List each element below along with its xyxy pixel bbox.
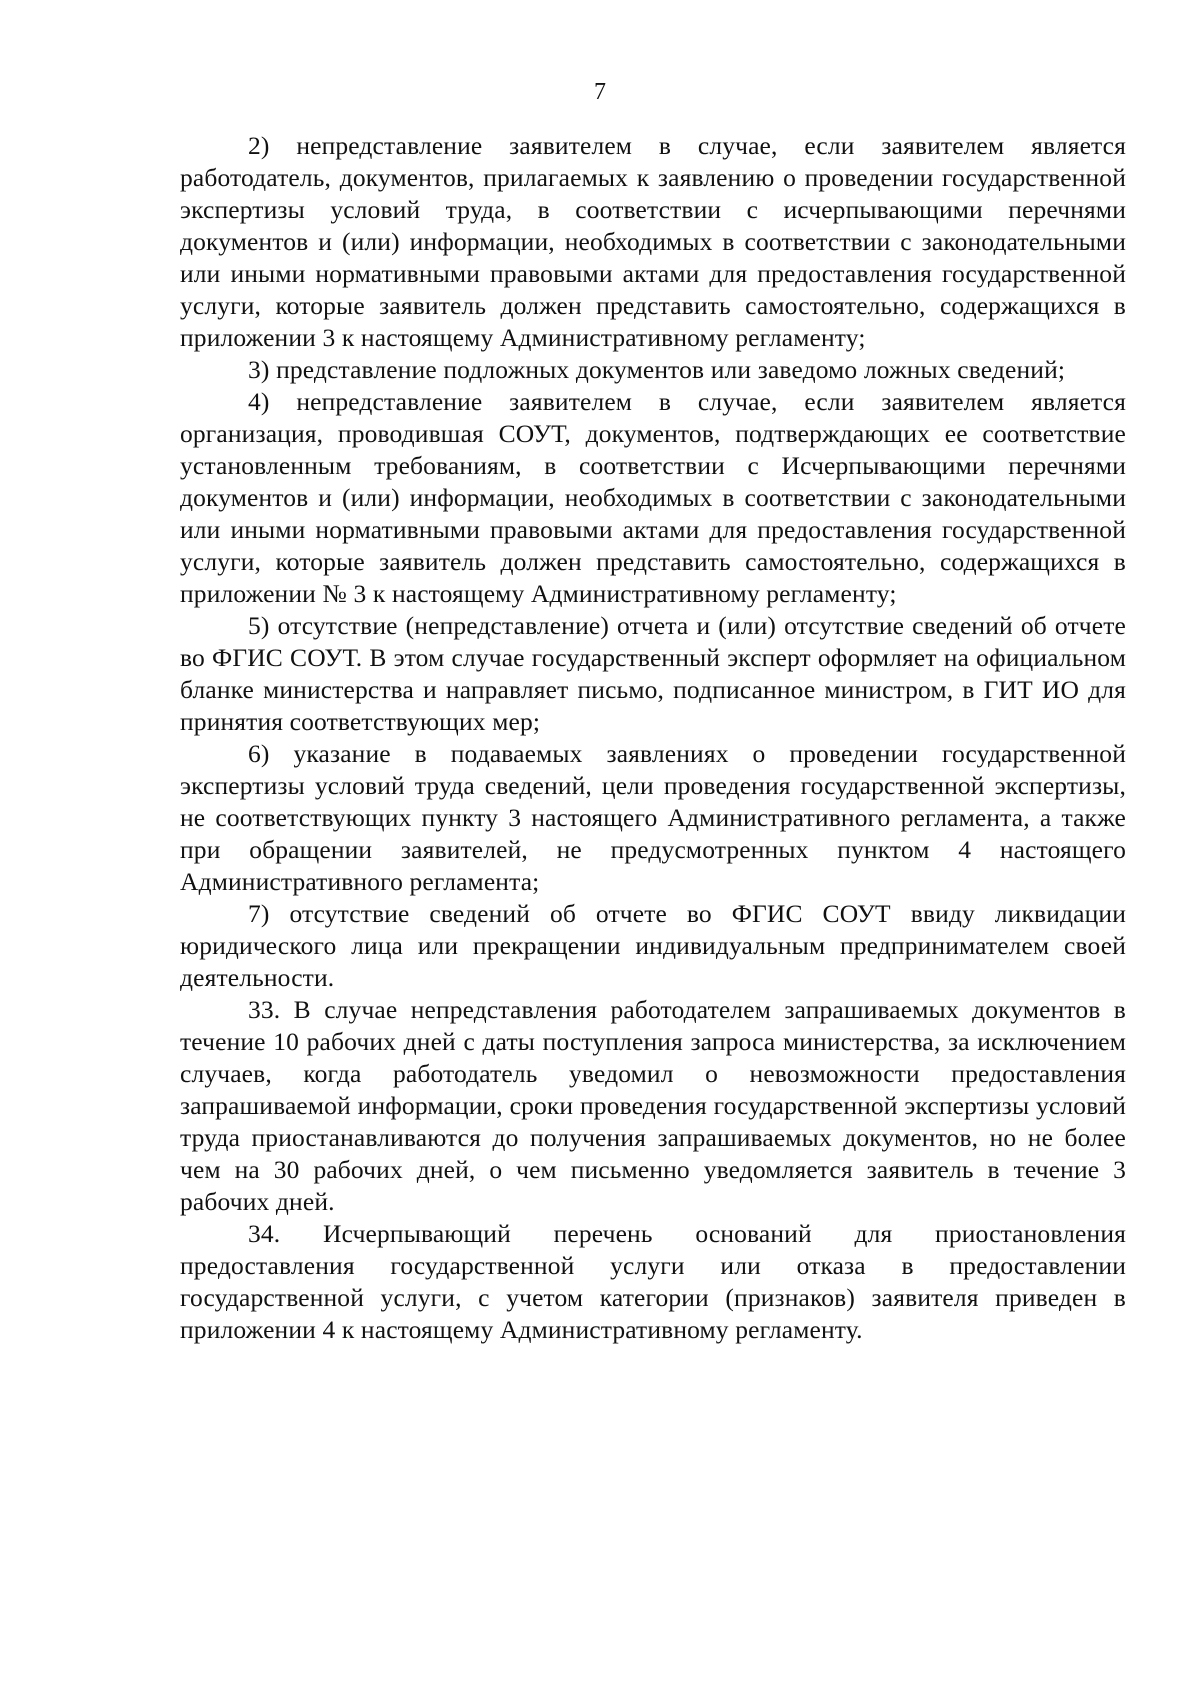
paragraph-clause-33: 33. В случае непредставления работодателем запрашиваемых документов в течение 10 рабочих дней с даты поступления запроса министерства, за исключением случаев, когда работодатель уведомил о невозможности предоставления запрашиваемой информации, сроки проведения государственной экспертизы условий труда приостанавливаются до получения запрашиваемых документов, но не более чем на 30 рабочих дней, о чем письменно уведомляется заявитель в течение 3 рабочих дней.: [180, 995, 1126, 1216]
paragraph-item-6: 6) указание в подаваемых заявлениях о проведении государственной экспертизы условий труда сведений, цели проведения государственной экспертизы, не соответствующих пункту 3 настоящего Административного регламента, а также при обращении заявителей, не предусмотренных пунктом 4 настоящего Административного регламента;: [180, 739, 1126, 896]
paragraph-item-7: 7) отсутствие сведений об отчете во ФГИС СОУТ ввиду ликвидации юридического лица или прекращении индивидуальным предпринимателем своей деятельности.: [180, 899, 1126, 992]
paragraph-item-3: 3) представление подложных документов или заведомо ложных сведений;: [248, 355, 1066, 384]
document-body: [180, 130, 1126, 1346]
paragraph-item-5: 5) отсутствие (непредставление) отчета и (или) отсутствие сведений об отчете во ФГИС СОУТ. В этом случае государственный эксперт оформляет на официальном бланке министерства и направляет письмо, подписанное министром, в ГИТ ИО для принятия соответствующих мер;: [180, 611, 1126, 736]
page-number: 7: [594, 79, 606, 105]
paragraph-item-4: 4) непредставление заявителем в случае, если заявителем является организация, проводившая СОУТ, документов, подтверждающих ее соответствие установленным требованиям, в соответствии с Исчерпывающими перечнями документов и (или) информации, необходимых в соответствии с законодательными или иными нормативными правовыми актами для предоставления государственной услуги, которые заявитель должен представить самостоятельно, содержащихся в приложении № 3 к настоящему Административному регламенту;: [180, 387, 1126, 608]
paragraph-item-2: 2) непредставление заявителем в случае, если заявителем является работодатель, документов, прилагаемых к заявлению о проведении государственной экспертизы условий труда, в соответствии с исчерпывающими перечнями документов и (или) информации, необходимых в соответствии с законодательными или иными нормативными правовыми актами для предоставления государственной услуги, которые заявитель должен представить самостоятельно, содержащихся в приложении 3 к настоящему Административному регламенту;: [180, 131, 1126, 352]
paragraph-clause-34: 34. Исчерпывающий перечень оснований для приостановления предоставления государственной услуги или отказа в предоставлении государственной услуги, с учетом категории (признаков) заявителя приведен в приложении 4 к настоящему Административному регламенту.: [180, 1219, 1126, 1344]
